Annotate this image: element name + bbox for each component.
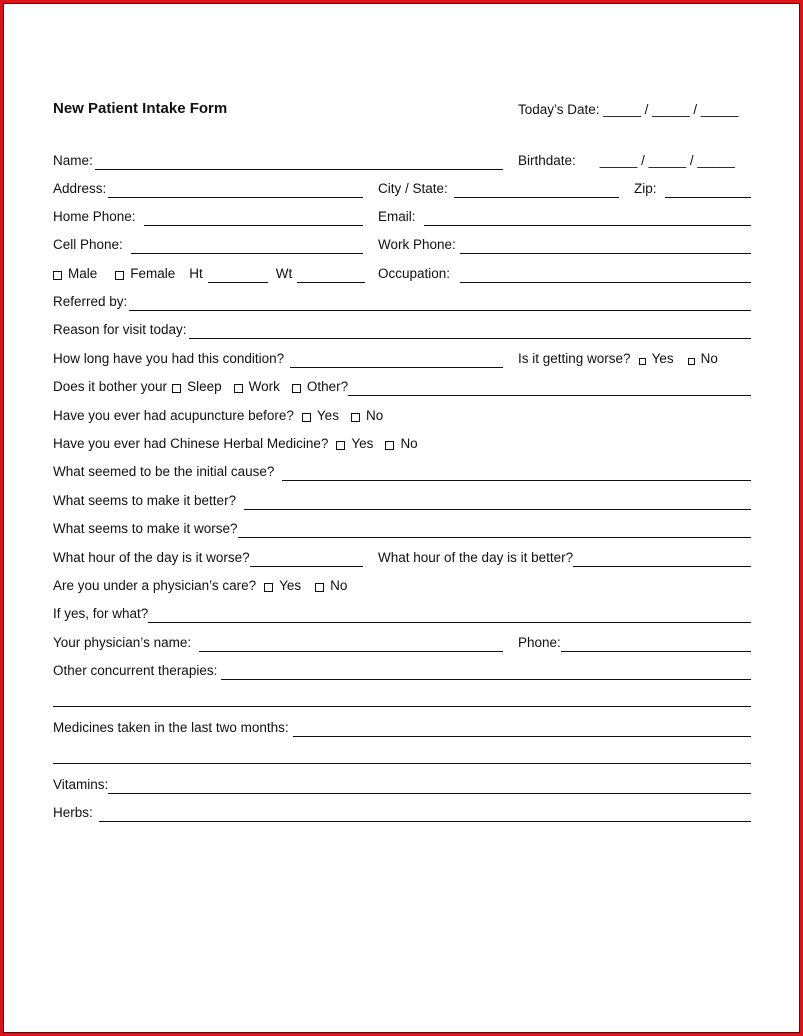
how-long-field[interactable] [290, 353, 503, 368]
male-checkbox[interactable] [53, 271, 62, 280]
occupation-label: Occupation: [378, 266, 451, 281]
name-row [53, 150, 751, 172]
better-label: What seems to make it better? [53, 493, 237, 508]
initial-cause-label: What seemed to be the initial cause? [53, 464, 275, 479]
acupuncture-no[interactable]: No [351, 407, 383, 425]
work-checkbox[interactable] [234, 384, 243, 393]
herbal-no[interactable]: No [385, 435, 417, 453]
sleep-option[interactable]: Sleep [172, 378, 222, 396]
getting-worse-no-checkbox[interactable] [688, 358, 695, 365]
physician-name-row [53, 632, 751, 654]
acupuncture-yes-checkbox[interactable] [302, 413, 311, 422]
referred-by-field[interactable] [129, 296, 751, 311]
hour-worse-label: What hour of the day is it worse? [53, 550, 250, 565]
wt-field[interactable] [297, 268, 365, 283]
address-field[interactable] [108, 183, 363, 198]
home-phone-label: Home Phone: [53, 209, 136, 224]
concurrent-row [53, 660, 751, 682]
how-long-row [53, 348, 751, 370]
medicines-continuation-line[interactable] [53, 763, 751, 764]
work-option[interactable]: Work [234, 378, 280, 396]
address-label: Address: [53, 181, 107, 196]
bother-row [53, 376, 751, 398]
getting-worse-label: Is it getting worse? [518, 351, 631, 366]
herbs-label: Herbs: [53, 805, 93, 820]
occupation-field[interactable] [460, 268, 751, 283]
physician-care-row [53, 575, 751, 597]
cell-phone-label: Cell Phone: [53, 237, 123, 252]
hour-better-field[interactable] [573, 552, 751, 567]
herbal-row [53, 433, 751, 455]
acupuncture-row [53, 405, 751, 427]
city-state-label: City / State: [378, 181, 448, 196]
herbal-no-checkbox[interactable] [385, 441, 394, 450]
reason-row [53, 319, 751, 341]
form-title: New Patient Intake Form [53, 100, 228, 117]
name-field[interactable] [95, 155, 503, 170]
other-field[interactable] [348, 381, 751, 396]
concurrent-label: Other concurrent therapies: [53, 663, 218, 678]
hour-better-label: What hour of the day is it better? [378, 550, 574, 565]
hour-row [53, 547, 751, 569]
acupuncture-yes[interactable]: Yes [302, 407, 339, 425]
getting-worse-yes-checkbox[interactable] [639, 358, 646, 365]
getting-worse-yes[interactable]: Yes [639, 350, 674, 368]
referred-by-label: Referred by: [53, 294, 128, 309]
physician-name-field[interactable] [199, 637, 503, 652]
medicines-field[interactable] [293, 722, 751, 737]
physician-phone-label: Phone: [518, 635, 561, 650]
worse-row [53, 518, 751, 540]
sleep-checkbox[interactable] [172, 384, 181, 393]
cell-phone-row [53, 234, 751, 256]
other-option[interactable]: Other? [292, 378, 348, 396]
vitamins-label: Vitamins: [53, 777, 109, 792]
home-phone-row [53, 206, 751, 228]
female-option[interactable]: Female [115, 265, 175, 283]
herbs-field[interactable] [99, 807, 751, 822]
acupuncture-label: Have you ever had acupuncture before? [53, 408, 294, 423]
initial-cause-row [53, 461, 751, 483]
if-yes-label: If yes, for what? [53, 606, 149, 621]
physician-care-yes-checkbox[interactable] [264, 583, 273, 592]
herbal-yes[interactable]: Yes [336, 435, 373, 453]
acupuncture-no-checkbox[interactable] [351, 413, 360, 422]
city-state-field[interactable] [454, 183, 619, 198]
work-phone-label: Work Phone: [378, 237, 456, 252]
physician-care-yes[interactable]: Yes [264, 577, 301, 595]
cell-phone-field[interactable] [131, 239, 363, 254]
male-option[interactable]: Male [53, 265, 97, 283]
reason-field[interactable] [189, 324, 751, 339]
if-yes-field[interactable] [148, 608, 751, 623]
referred-row [53, 291, 751, 313]
email-label: Email: [378, 209, 416, 224]
ht-field[interactable] [208, 268, 268, 283]
concurrent-field[interactable] [221, 665, 751, 680]
vitamins-field[interactable] [108, 779, 751, 794]
herbal-yes-checkbox[interactable] [336, 441, 345, 450]
worse-label: What seems to make it worse? [53, 521, 238, 536]
work-phone-field[interactable] [460, 239, 751, 254]
physician-name-label: Your physician’s name: [53, 635, 192, 650]
physician-phone-field[interactable] [561, 637, 751, 652]
other-checkbox[interactable] [292, 384, 301, 393]
how-long-label: How long have you had this condition? [53, 351, 285, 366]
email-field[interactable] [424, 211, 751, 226]
physician-care-no[interactable]: No [315, 577, 347, 595]
initial-cause-field[interactable] [282, 466, 751, 481]
female-checkbox[interactable] [115, 271, 124, 280]
medicines-label: Medicines taken in the last two months: [53, 720, 289, 735]
vitamins-row [53, 774, 751, 796]
physician-care-no-checkbox[interactable] [315, 583, 324, 592]
address-row [53, 178, 751, 200]
medicines-row [53, 717, 751, 739]
birthdate-label: Birthdate: [518, 153, 576, 168]
better-field[interactable] [244, 495, 751, 510]
herbal-label: Have you ever had Chinese Herbal Medicine? [53, 436, 329, 451]
demographics-row [53, 263, 751, 285]
zip-field[interactable] [665, 183, 751, 198]
name-label: Name: [53, 153, 93, 168]
home-phone-field[interactable] [144, 211, 363, 226]
getting-worse-no[interactable]: No [688, 350, 718, 368]
if-yes-row [53, 603, 751, 625]
todays-date-field[interactable]: Today’s Date: _____ / _____ / _____ [518, 102, 739, 117]
worse-field[interactable] [238, 523, 751, 538]
herbs-row [53, 802, 751, 824]
hour-worse-field[interactable] [250, 552, 363, 567]
zip-label: Zip: [634, 181, 657, 196]
concurrent-continuation-line[interactable] [53, 706, 751, 707]
ht-label: Ht [189, 266, 203, 281]
wt-label: Wt [275, 266, 293, 281]
bother-label: Does it bother your [53, 379, 168, 394]
reason-label: Reason for visit today: [53, 322, 187, 337]
birthdate-field[interactable]: _____ / _____ / _____ [599, 153, 735, 168]
better-row [53, 490, 751, 512]
physician-care-label: Are you under a physician’s care? [53, 578, 257, 593]
